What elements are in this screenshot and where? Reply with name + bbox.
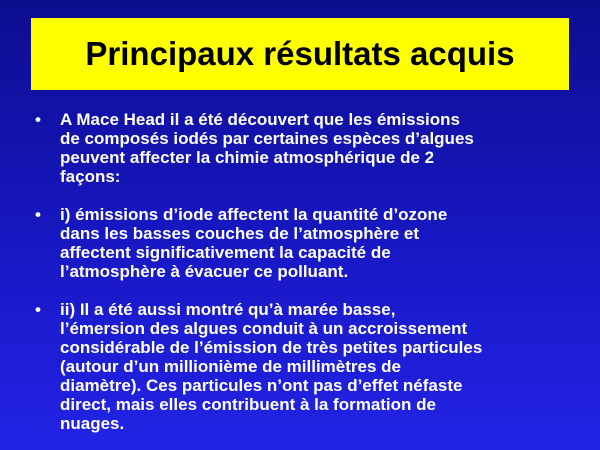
bullet-text-2: i) émissions d’iode affectent la quantité d’ozone dans les basses couches de l’atmosphère et affectent significativement la capacité de l’atmosphère à évacuer ce polluant.	[60, 205, 448, 281]
bullet-dot: •	[35, 205, 41, 224]
slide-title: Principaux résultats acquis	[85, 35, 515, 72]
bullet-item-1	[35, 110, 580, 186]
title-box	[31, 18, 569, 90]
bullet-dot: •	[35, 110, 41, 129]
bullet-text-3: ii) Il a été aussi montré qu’à marée basse, l’émersion des algues conduit à un accroissement considérable de l’émission de très petites particules (autour d’un millionième de millimètres de diamètre). Ces particules n’ont pas d’effet néfaste direct, mais elles contribuent à la formation de nuages.	[60, 300, 483, 433]
bullet-item-2	[35, 205, 580, 281]
bullet-text-1: A Mace Head il a été découvert que les émissions de composés iodés par certaines espèces d’algues peuvent affecter la chimie atmosphérique de 2 façons:	[60, 110, 474, 186]
bullet-list	[35, 110, 580, 450]
bullet-dot: •	[35, 300, 41, 319]
bullet-item-3	[35, 300, 580, 433]
